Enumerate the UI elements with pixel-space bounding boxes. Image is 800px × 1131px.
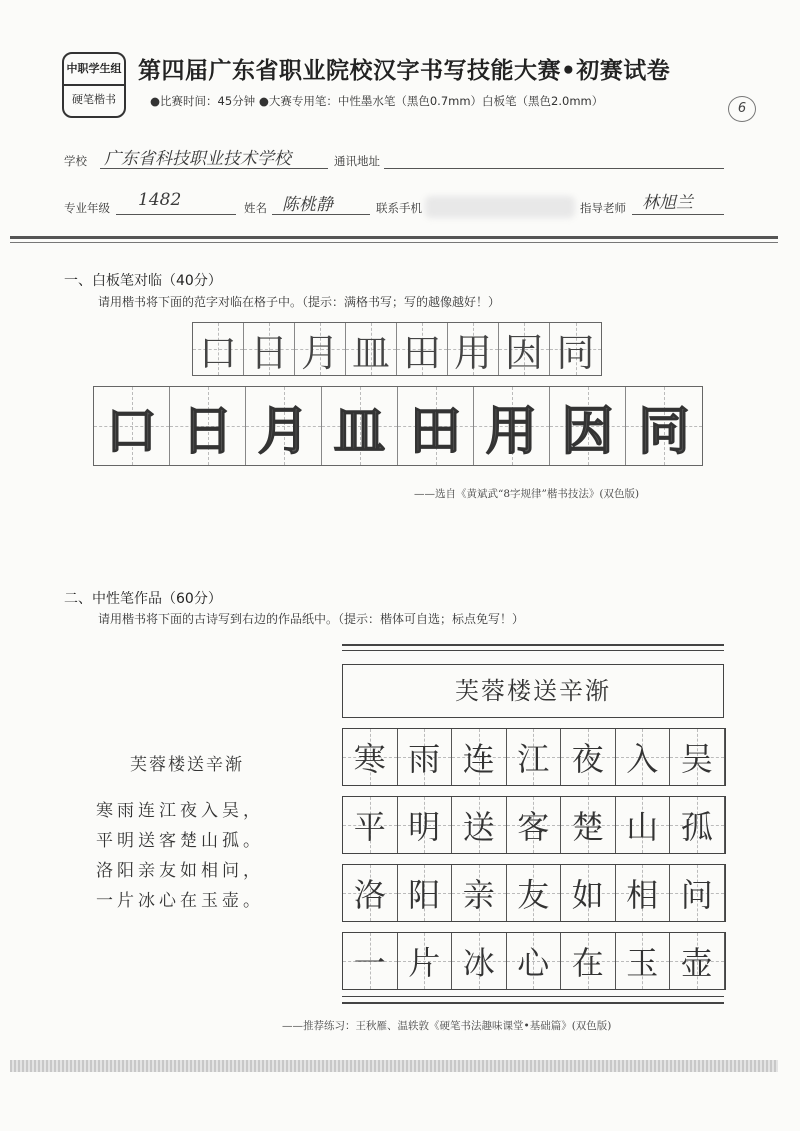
badge-style-label: 硬笔楷书 [72,93,116,106]
work-row [342,932,726,990]
poem-line: 寒雨连江夜入吴， [96,801,264,821]
work-paper-bottom-rule [342,1002,724,1004]
category-badge [62,52,126,118]
page-mark: 6 [728,96,756,122]
work-paper-bottom-rule-thin [342,996,724,997]
work-cell[interactable]: 亲 [452,865,507,921]
model-cell: 日 [170,387,246,465]
work-cell[interactable]: 洛 [343,865,398,921]
phone-redacted [425,196,575,218]
work-cell[interactable]: 如 [561,865,616,921]
work-cell[interactable]: 送 [452,797,507,853]
exam-subtitle: ●比赛时间：45分钟 ●大赛专用笔：中性墨水笔（黑色0.7mm）白板笔（黑色2.0mm） [150,94,604,108]
work-cell[interactable]: 壶 [670,933,725,989]
poem-title: 芙蓉楼送辛渐 [130,755,244,775]
section2-recommend: ——推荐练习：王秋雁、温轶敦《硬笔书法趣味课堂•基础篇》(双色版) [282,1020,612,1032]
school-label: 学校 [64,154,87,168]
work-cell[interactable]: 平 [343,797,398,853]
model-cell: 田 [398,387,474,465]
work-cell[interactable]: 入 [616,729,671,785]
phone-label: 联系手机 [376,201,422,215]
work-cell[interactable]: 江 [507,729,562,785]
work-cell[interactable]: 明 [398,797,453,853]
model-grid [93,386,703,466]
handwritten-cell[interactable]: 口 [193,323,244,375]
work-cell[interactable]: 吴 [670,729,725,785]
grade-label: 专业年级 [64,201,110,215]
work-cell[interactable]: 客 [507,797,562,853]
work-cell[interactable]: 在 [561,933,616,989]
section2-instruction: 请用楷书将下面的古诗写到右边的作品纸中。（提示：楷体可自选；标点免写！） [98,612,525,626]
header-divider-thick [10,236,778,239]
handwritten-cell[interactable]: 月 [295,323,346,375]
poem-line: 一片冰心在玉壶。 [96,891,264,911]
handwritten-cell[interactable]: 皿 [346,323,397,375]
model-cell: 同 [626,387,702,465]
address-label: 通讯地址 [334,154,380,168]
work-cell[interactable]: 孤 [670,797,725,853]
section1-source: ——选自《黄斌武“8字规律”楷书技法》(双色版) [414,488,640,500]
work-cell[interactable]: 一 [343,933,398,989]
model-cell: 因 [550,387,626,465]
handwritten-cell[interactable]: 日 [244,323,295,375]
work-cell[interactable]: 片 [398,933,453,989]
section1-heading: 一、白板笔对临（40分） [64,273,222,289]
work-cell[interactable]: 心 [507,933,562,989]
handwritten-cell[interactable]: 同 [550,323,601,375]
work-cell[interactable]: 相 [616,865,671,921]
teacher-underline [632,214,724,215]
model-cell: 用 [474,387,550,465]
work-cell[interactable]: 连 [452,729,507,785]
work-cell[interactable]: 雨 [398,729,453,785]
section2-heading: 二、中性笔作品（60分） [64,591,222,607]
work-cell[interactable]: 冰 [452,933,507,989]
work-cell[interactable]: 山 [616,797,671,853]
model-cell: 口 [94,387,170,465]
teacher-value[interactable]: 林旭兰 [642,193,693,213]
teacher-label: 指导老师 [580,201,626,215]
exam-title: 第四届广东省职业院校汉字书写技能大赛•初赛试卷 [138,58,671,84]
model-cell: 皿 [322,387,398,465]
grade-underline [116,214,236,215]
handwritten-cell[interactable]: 因 [499,323,550,375]
section1-instruction: 请用楷书将下面的范字对临在格子中。（提示：满格书写；写的越像越好！） [98,295,501,309]
work-cell[interactable]: 问 [670,865,725,921]
work-paper-top-rule [342,644,724,646]
handwritten-cell[interactable]: 田 [397,323,448,375]
work-cell[interactable]: 楚 [561,797,616,853]
model-cell: 月 [246,387,322,465]
work-cell[interactable]: 玉 [616,933,671,989]
address-underline [384,168,724,169]
work-title[interactable]: 芙蓉楼送辛渐 [342,664,724,718]
name-value[interactable]: 陈桃静 [282,195,333,215]
badge-group-label: 中职学生组 [64,54,124,86]
poem-line: 平明送客楚山孤。 [96,831,264,851]
work-cell[interactable]: 寒 [343,729,398,785]
work-cell[interactable]: 友 [507,865,562,921]
poem-line: 洛阳亲友如相问， [96,861,264,881]
work-row [342,796,726,854]
work-cell[interactable]: 阳 [398,865,453,921]
work-row [342,864,726,922]
work-row [342,728,726,786]
work-paper-top-rule-thin [342,650,724,651]
handwritten-grid [192,322,602,376]
handwritten-cell[interactable]: 用 [448,323,499,375]
school-value[interactable]: 广东省科技职业技术学校 [104,149,291,169]
work-cell[interactable]: 夜 [561,729,616,785]
header-divider-thin [10,242,778,243]
name-label: 姓名 [244,201,267,215]
grade-value[interactable]: 1482 [138,190,182,210]
footer-bar [10,1060,778,1072]
